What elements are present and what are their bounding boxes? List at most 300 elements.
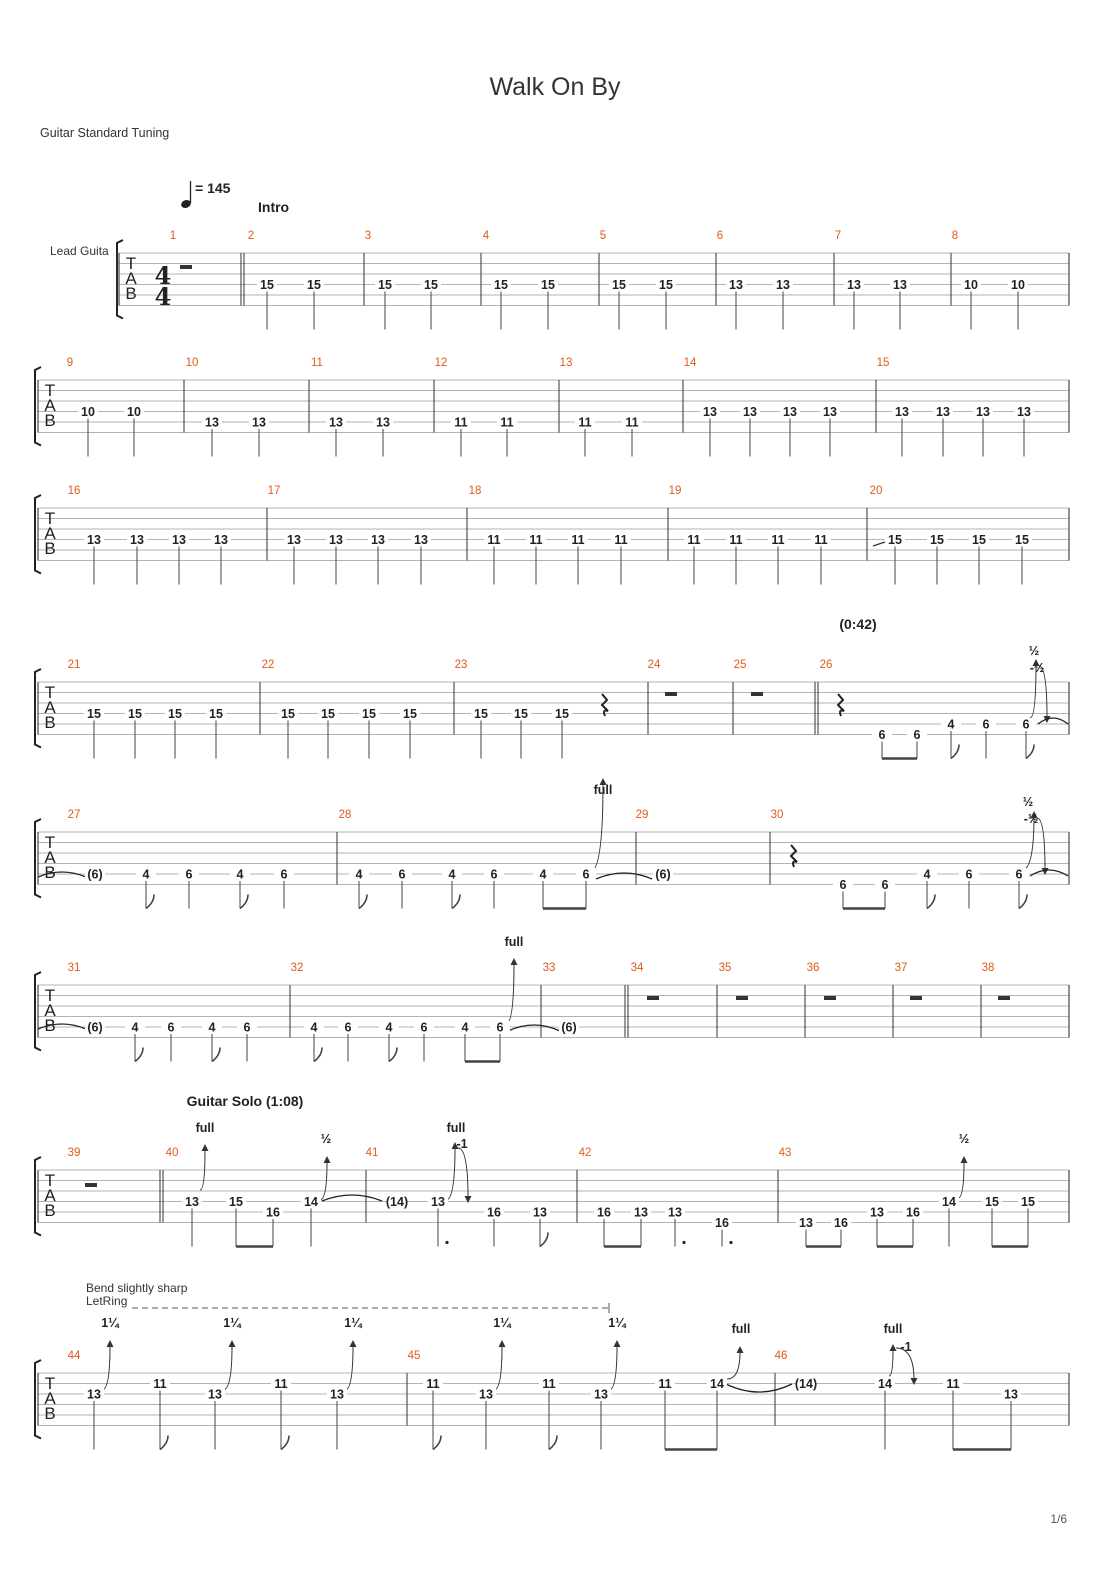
- fret-number: 13: [729, 278, 743, 292]
- annotation-bend-sharp: Bend slightly sharp: [86, 1281, 188, 1295]
- quarter-rest: [602, 694, 608, 716]
- bend-label: ½: [958, 1132, 970, 1146]
- fret-number: (6): [87, 1020, 103, 1035]
- fret-number: 13: [823, 405, 837, 419]
- fret-number: 13: [479, 1387, 493, 1402]
- measure-number: 24: [647, 659, 661, 671]
- fret-number: 13: [703, 405, 717, 419]
- fret-number: 11: [454, 415, 468, 430]
- tab-clef-b: B: [44, 713, 56, 732]
- rhythm-dot: [682, 1241, 685, 1244]
- fret-number: 15: [260, 278, 274, 292]
- measure-number: 9: [66, 357, 74, 369]
- fret-number: 4: [385, 1020, 393, 1035]
- tab-clef-b: B: [44, 1404, 56, 1423]
- fret-number: 15: [612, 278, 626, 292]
- tab-system-7: [35, 1147, 1069, 1236]
- fret-number: 11: [487, 533, 501, 547]
- fret-number: 6: [965, 867, 973, 882]
- fret-number: 11: [946, 1377, 960, 1391]
- fret-number: 13: [743, 405, 757, 419]
- measure-number: 28: [338, 809, 352, 821]
- bend-arrow-icon: [107, 1340, 114, 1347]
- bend-label: full: [593, 783, 613, 797]
- bend-arrow-icon: [614, 1340, 621, 1347]
- tab-systems: [35, 230, 1069, 1439]
- eighth-flag: [314, 1048, 322, 1062]
- fret-number: 4: [310, 1020, 318, 1035]
- fret-number: 6: [913, 728, 921, 742]
- bend-curve: [446, 1148, 455, 1200]
- bend-arrow-icon: [229, 1340, 236, 1347]
- bend-label: full: [883, 1322, 903, 1336]
- section-timestamp: (0:42): [839, 616, 877, 632]
- measure-number: 40: [165, 1147, 179, 1159]
- fret-number: 6: [167, 1020, 175, 1035]
- fret-number: 13: [1004, 1387, 1018, 1402]
- fret-number: (14): [385, 1195, 409, 1209]
- fret-number: 6: [185, 867, 193, 882]
- bend-label: 1¼: [608, 1316, 626, 1330]
- fret-number: 11: [687, 533, 701, 547]
- fret-number: 6: [582, 867, 590, 882]
- release-arrow-icon: [911, 1378, 918, 1385]
- fret-number: 13: [1017, 405, 1031, 419]
- eighth-flag: [281, 1436, 289, 1450]
- tab-clef-t: T: [125, 254, 137, 273]
- fret-number: 10: [964, 278, 978, 292]
- fret-number: 6: [839, 878, 847, 892]
- fret-number: 15: [659, 278, 673, 292]
- bend-label: -1: [456, 1137, 468, 1151]
- fret-number: 6: [878, 728, 886, 742]
- fret-number: 11: [658, 1377, 672, 1391]
- eighth-flag: [433, 1436, 441, 1450]
- eighth-flag: [135, 1048, 143, 1062]
- bend-label: full: [731, 1322, 751, 1336]
- fret-number: 6: [982, 717, 990, 732]
- fret-number: 13: [376, 415, 390, 430]
- tab-system-1: [117, 230, 1069, 319]
- eighth-flag: [359, 895, 367, 909]
- fret-number: 13: [130, 533, 144, 547]
- tab-clef-t: T: [44, 509, 56, 528]
- fret-number: 13: [783, 405, 797, 419]
- fret-number: 15: [168, 707, 182, 721]
- eighth-flag: [146, 895, 154, 909]
- fret-number: 16: [906, 1205, 920, 1220]
- measure-number: 45: [407, 1350, 421, 1362]
- fret-number: 11: [571, 533, 585, 547]
- tab-clef-t: T: [44, 833, 56, 852]
- fret-number: 15: [281, 707, 295, 721]
- bend-curve: [889, 1350, 893, 1376]
- release-curve: [458, 1148, 468, 1198]
- eighth-flag: [927, 895, 935, 909]
- tie-arc: [1030, 870, 1068, 876]
- fret-number: 13: [976, 405, 990, 419]
- fret-number: 4: [947, 717, 955, 732]
- tab-clef-b: B: [125, 284, 137, 303]
- fret-number: 6: [280, 867, 288, 882]
- measure-number: 36: [806, 962, 820, 974]
- measure-number: 14: [683, 357, 697, 369]
- measure-number: 11: [311, 357, 323, 369]
- fret-number: 4: [461, 1020, 469, 1035]
- measure-number: 26: [819, 659, 833, 671]
- measure-number: 18: [468, 485, 482, 497]
- fret-number: 4: [539, 867, 547, 882]
- tab-clef-b: B: [44, 863, 56, 882]
- eighth-flag: [540, 1233, 548, 1247]
- measure-number: 2: [247, 230, 255, 242]
- fret-number: 4: [142, 867, 150, 882]
- measure-number: 7: [834, 230, 842, 242]
- measure-number: 44: [67, 1350, 81, 1362]
- system-brace: [117, 240, 123, 319]
- rhythm-dot: [729, 1241, 732, 1244]
- tie-arc: [726, 1384, 792, 1392]
- measure-number: 37: [894, 962, 908, 974]
- fret-number: 13: [87, 533, 101, 547]
- bend-arrow-icon: [511, 958, 518, 965]
- fret-number: 4: [923, 867, 931, 882]
- fret-number: 14: [878, 1377, 892, 1391]
- fret-number: 13: [895, 405, 909, 419]
- eighth-flag: [240, 895, 248, 909]
- tab-clef-a: A: [44, 1186, 56, 1205]
- bend-curve: [320, 1162, 327, 1200]
- fret-number: 16: [834, 1216, 848, 1230]
- song-title: Walk On By: [489, 73, 621, 101]
- tab-clef-a: A: [44, 848, 56, 867]
- whole-rest: [647, 996, 659, 1000]
- fret-number: 15: [494, 278, 508, 292]
- fret-number: 16: [266, 1205, 280, 1220]
- fret-number: 14: [710, 1377, 724, 1391]
- fret-number: 13: [431, 1195, 445, 1209]
- bend-label: ½: [320, 1132, 332, 1146]
- whole-rest: [910, 996, 922, 1000]
- fret-number: 4: [208, 1020, 216, 1035]
- fret-number: 15: [362, 707, 376, 721]
- fret-number: 13: [214, 533, 228, 547]
- measure-number: 20: [869, 485, 883, 497]
- measure-number: 8: [951, 230, 959, 242]
- measure-number: 32: [290, 962, 304, 974]
- measure-number: 34: [630, 962, 644, 974]
- fret-number: 13: [847, 278, 861, 292]
- bend-arrow-icon: [202, 1144, 209, 1151]
- tab-clef-t: T: [44, 1374, 56, 1393]
- measure-number: 39: [67, 1147, 81, 1159]
- fret-number: 13: [371, 533, 385, 547]
- fret-number: 6: [420, 1020, 428, 1035]
- measure-number: 16: [67, 485, 81, 497]
- fret-number: 13: [870, 1205, 884, 1220]
- tab-clef-t: T: [44, 683, 56, 702]
- fret-number: 15: [985, 1195, 999, 1209]
- fret-number: 15: [307, 278, 321, 292]
- fret-number: 10: [1011, 278, 1025, 292]
- bend-arrow-icon: [499, 1340, 506, 1347]
- fret-number: 15: [972, 533, 986, 547]
- fret-number: 16: [597, 1205, 611, 1220]
- bend-arrow-icon: [737, 1346, 744, 1353]
- tab-clef-a: A: [44, 396, 56, 415]
- tab-clef-t: T: [44, 1171, 56, 1190]
- fret-number: 13: [330, 1387, 344, 1402]
- bend-label: -1: [900, 1340, 912, 1354]
- fret-number: 14: [304, 1195, 318, 1209]
- tab-clef-t: T: [44, 381, 56, 400]
- measure-number: 12: [434, 357, 448, 369]
- measure-number: 22: [261, 659, 275, 671]
- bend-curve: [727, 1352, 740, 1379]
- bend-label: full: [195, 1121, 215, 1135]
- measure-number: 19: [668, 485, 682, 497]
- fret-number: 11: [542, 1377, 556, 1391]
- bend-label: -½: [1023, 812, 1039, 826]
- bend-label: ½: [1028, 644, 1040, 658]
- whole-rest: [736, 996, 748, 1000]
- slide-mark: [873, 542, 885, 546]
- eighth-flag: [389, 1048, 397, 1062]
- quarter-rest: [838, 694, 844, 716]
- fret-number: 6: [243, 1020, 251, 1035]
- tie-arc: [322, 1195, 382, 1201]
- fret-number: 4: [131, 1020, 139, 1035]
- section-guitar-solo: Guitar Solo (1:08): [186, 1093, 304, 1109]
- tab-system-2: [35, 357, 1069, 446]
- rhythm-dot: [445, 1241, 448, 1244]
- fret-number: 15: [229, 1195, 243, 1209]
- tab-clef-b: B: [44, 411, 56, 430]
- fret-number: 4: [448, 867, 456, 882]
- measure-number: 23: [454, 659, 468, 671]
- measure-number: 13: [559, 357, 573, 369]
- fret-number: 13: [287, 533, 301, 547]
- measure-number: 29: [635, 809, 649, 821]
- whole-rest: [85, 1183, 97, 1187]
- fret-number: 11: [500, 415, 514, 430]
- tempo-marking: [180, 180, 231, 209]
- tab-clef-b: B: [44, 539, 56, 558]
- fret-number: 11: [614, 533, 628, 547]
- fret-number: 15: [209, 707, 223, 721]
- fret-number: 11: [426, 1377, 440, 1391]
- measure-number: 15: [876, 357, 890, 369]
- bend-curve: [506, 964, 514, 1024]
- fret-number: 15: [930, 533, 944, 547]
- fret-number: 13: [668, 1205, 682, 1220]
- measure-number: 35: [718, 962, 732, 974]
- measure-number: 1: [169, 230, 177, 242]
- fret-number: 13: [172, 533, 186, 547]
- bend-arrow-icon: [961, 1156, 968, 1163]
- fret-number: (6): [87, 867, 103, 882]
- fret-number: 15: [424, 278, 438, 292]
- bend-arrow-icon: [350, 1340, 357, 1347]
- time-signature-top: 4: [154, 261, 172, 290]
- fret-number: 13: [185, 1195, 199, 1209]
- bend-label: -½: [1029, 661, 1045, 675]
- tab-clef-a: A: [44, 1001, 56, 1020]
- eighth-flag: [1019, 895, 1027, 909]
- fret-number: 15: [474, 707, 488, 721]
- measure-number: 43: [778, 1147, 792, 1159]
- whole-rest: [824, 996, 836, 1000]
- fret-number: 11: [729, 533, 743, 547]
- fret-number: 13: [936, 405, 950, 419]
- fret-number: 10: [127, 405, 141, 419]
- fret-number: 13: [776, 278, 790, 292]
- fret-number: 11: [578, 415, 592, 430]
- eighth-flag: [212, 1048, 220, 1062]
- fret-number: (14): [794, 1377, 818, 1391]
- tempo-value: = 145: [195, 180, 231, 196]
- fret-number: 11: [153, 1377, 167, 1391]
- tab-system-5: [35, 809, 1069, 898]
- bend-label: 1¼: [344, 1316, 362, 1330]
- bend-label: 1¼: [223, 1316, 241, 1330]
- track-name: Lead Guita: [50, 244, 109, 258]
- fret-number: 13: [799, 1216, 813, 1230]
- fret-number: 15: [403, 707, 417, 721]
- measure-number: 5: [599, 230, 607, 242]
- fret-number: 15: [321, 707, 335, 721]
- section-intro: Intro: [258, 199, 290, 215]
- fret-number: 13: [634, 1205, 648, 1220]
- fret-number: 6: [1022, 717, 1030, 732]
- measure-number: 17: [267, 485, 281, 497]
- fret-number: 6: [496, 1020, 504, 1035]
- eighth-flag: [549, 1436, 557, 1450]
- measure-number: 42: [578, 1147, 592, 1159]
- fret-number: 13: [205, 415, 219, 430]
- tab-clef-a: A: [44, 524, 56, 543]
- fret-number: 6: [1015, 867, 1023, 882]
- bend-curve: [958, 1162, 964, 1198]
- tab-clef-a: A: [125, 269, 137, 288]
- fret-number: 13: [893, 278, 907, 292]
- fret-number: 6: [398, 867, 406, 882]
- fret-number: 16: [487, 1205, 501, 1220]
- fret-number: 15: [87, 707, 101, 721]
- fret-number: 13: [414, 533, 428, 547]
- measure-number: 41: [365, 1147, 379, 1159]
- tuning-label: Guitar Standard Tuning: [40, 126, 170, 140]
- fret-number: (6): [561, 1020, 577, 1035]
- fret-number: 6: [490, 867, 498, 882]
- eighth-flag: [951, 745, 959, 759]
- fret-number: 14: [942, 1195, 956, 1209]
- measure-number: 3: [364, 230, 372, 242]
- tab-clef-a: A: [44, 1389, 56, 1408]
- measure-number: 46: [774, 1350, 788, 1362]
- whole-rest: [998, 996, 1010, 1000]
- measure-number: 27: [67, 809, 81, 821]
- fret-number: 13: [208, 1387, 222, 1402]
- eighth-flag: [452, 895, 460, 909]
- fret-number: 6: [344, 1020, 352, 1035]
- fret-number: 10: [81, 405, 95, 419]
- fret-number: 15: [1021, 1195, 1035, 1209]
- fret-number: 15: [378, 278, 392, 292]
- measure-number: 38: [981, 962, 995, 974]
- annotation-let-ring: LetRing: [86, 1294, 128, 1308]
- tie-arc: [508, 1025, 560, 1031]
- bend-curve: [590, 784, 603, 872]
- fret-number: 11: [625, 415, 639, 430]
- fret-number: 13: [594, 1387, 608, 1402]
- tab-system-3: [35, 485, 1069, 574]
- measure-number: 10: [185, 357, 199, 369]
- whole-rest: [665, 692, 677, 696]
- fret-number: 15: [1015, 533, 1029, 547]
- measure-number: 25: [733, 659, 747, 671]
- measure-number: 21: [67, 659, 81, 671]
- fret-number: 16: [715, 1216, 729, 1230]
- release-arrow-icon: [465, 1196, 472, 1203]
- fret-number: 4: [236, 867, 244, 882]
- measure-number: 6: [716, 230, 724, 242]
- bend-label: ½: [1022, 795, 1034, 809]
- fret-number: 11: [814, 533, 828, 547]
- fret-number: (6): [655, 867, 671, 882]
- tab-system-6: [35, 962, 1069, 1051]
- tab-clef-t: T: [44, 986, 56, 1005]
- fret-number: 11: [529, 533, 543, 547]
- bend-label: 1¼: [101, 1316, 119, 1330]
- fret-number: 15: [555, 707, 569, 721]
- fret-number: 13: [252, 415, 266, 430]
- fret-number: 11: [771, 533, 785, 547]
- tie-arc: [1038, 718, 1068, 724]
- time-signature-bottom: 4: [154, 282, 172, 311]
- tab-system-8: [35, 1350, 1069, 1439]
- fret-number: 4: [355, 867, 363, 882]
- measure-number: 30: [770, 809, 784, 821]
- tab-clef-b: B: [44, 1201, 56, 1220]
- page-number: 1/6: [1050, 1512, 1067, 1526]
- whole-rest: [180, 265, 192, 269]
- measure-number: 4: [482, 230, 490, 242]
- fret-number: 13: [533, 1205, 547, 1220]
- measure-number: 33: [542, 962, 556, 974]
- fret-number: 13: [329, 533, 343, 547]
- fret-number: 15: [541, 278, 555, 292]
- bend-arrow-icon: [890, 1344, 897, 1351]
- whole-rest: [751, 692, 763, 696]
- tab-clef-b: B: [44, 1016, 56, 1035]
- fret-number: 13: [87, 1387, 101, 1402]
- fret-number: 11: [274, 1377, 288, 1391]
- fret-number: 15: [128, 707, 142, 721]
- eighth-flag: [160, 1436, 168, 1450]
- bend-label: 1¼: [493, 1316, 511, 1330]
- fret-number: 15: [888, 533, 902, 547]
- fret-number: 13: [329, 415, 343, 430]
- fret-number: 6: [881, 878, 889, 892]
- fret-number: 15: [514, 707, 528, 721]
- eighth-flag: [1026, 745, 1034, 759]
- bend-label: full: [446, 1121, 466, 1135]
- bend-arrow-icon: [324, 1156, 331, 1163]
- tab-clef-a: A: [44, 698, 56, 717]
- bend-label: full: [504, 935, 524, 949]
- measure-number: 31: [67, 962, 81, 974]
